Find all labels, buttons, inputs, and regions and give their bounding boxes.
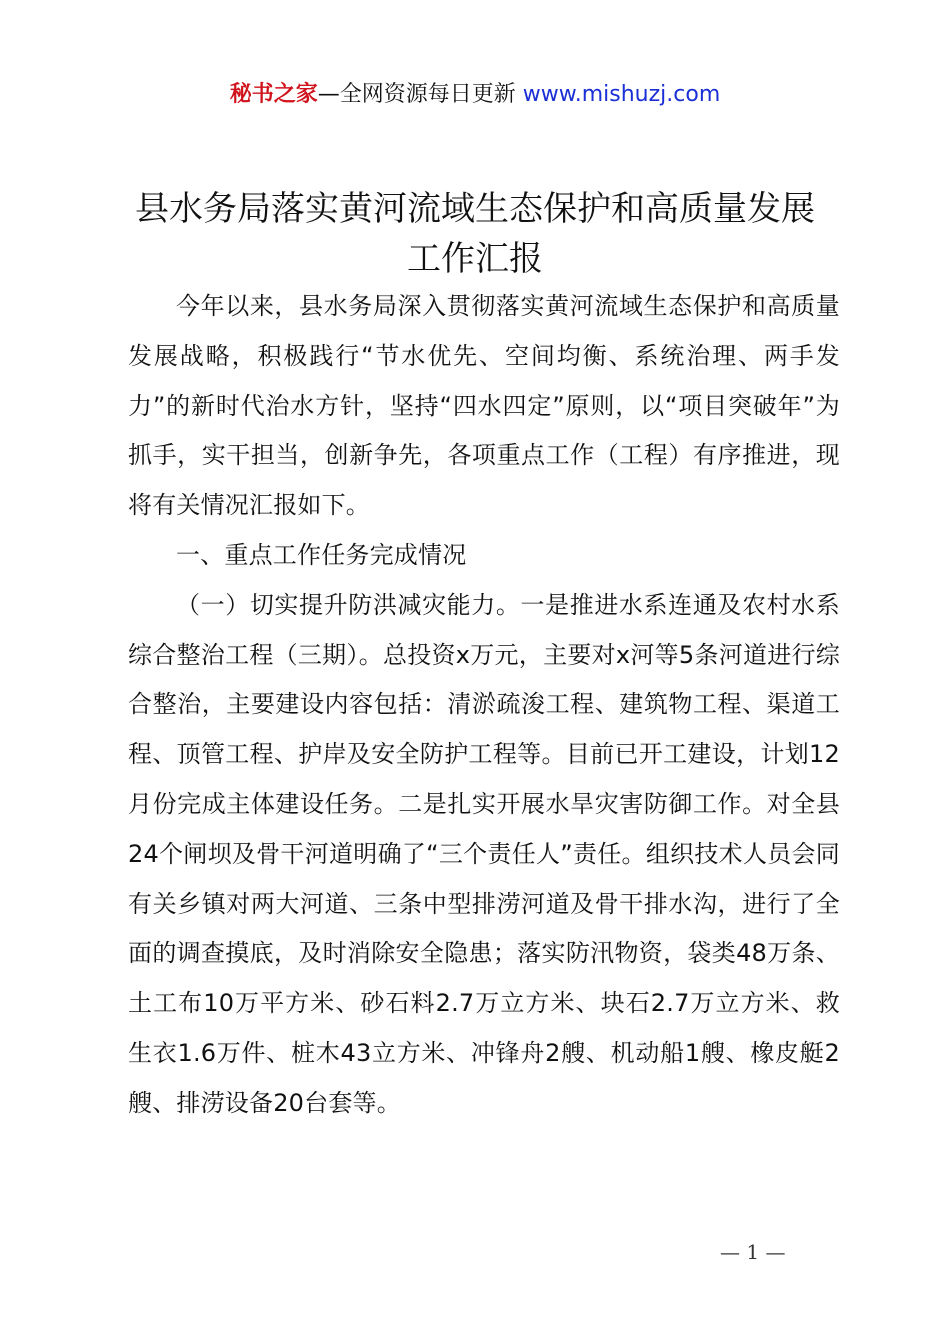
title-line-1: 县水务局落实黄河流域生态保护和高质量发展 — [135, 189, 815, 229]
document-title — [0, 184, 950, 284]
subsection-paragraph: （一）切实提升防洪减灾能力。一是推进水系连通及农村水系综合整治工程（三期）。总投资x万元，主要对x河等5条河道进行综合整治，主要建设内容包括：清淤疏浚工程、建筑物工程、渠道工程、顶管工程、护岸及安全防护工程等。目前已开工建设，计划12月份完成主体建设任务。二是扎实开展水旱灾害防御工作。对全县24个闸坝及骨干河道明确了“三个责任人”责任。组织技术人员会同有关乡镇对两大河道、三条中型排涝河道及骨干排水沟，进行了全面的调查摸底，及时消除安全隐患；落实防汛物资，袋类48万条、土工布10万平方米、砂石料2.7万立方米、块石2.7万立方米、救生衣1.6万件、桩木43立方米、冲锋舟2艘、机动船1艘、橡皮艇2艘、排涝设备20台套等。 — [128, 590, 840, 1117]
intro-paragraph: 今年以来，县水务局深入贯彻落实黄河流域生态保护和高质量发展战略，积极践行“节水优先、空间均衡、系统治理、两手发力”的新时代治水方针，坚持“四水四定”原则，以“项目突破年”为抓手，实干担当，创新争先，各项重点工作（工程）有序推进，现将有关情况汇报如下。 — [128, 292, 840, 520]
title-line-2: 工作汇报 — [407, 239, 543, 279]
document-body — [128, 282, 840, 1129]
page-number: — 1 — — [720, 1240, 786, 1264]
site-header — [0, 78, 950, 112]
site-url-link[interactable]: www.mishuzj.com — [522, 82, 721, 107]
header-slogan: —全网资源每日更新 — [317, 82, 523, 107]
brand-name: 秘书之家 — [229, 82, 318, 107]
section-heading: 一、重点工作任务完成情况 — [176, 540, 467, 569]
